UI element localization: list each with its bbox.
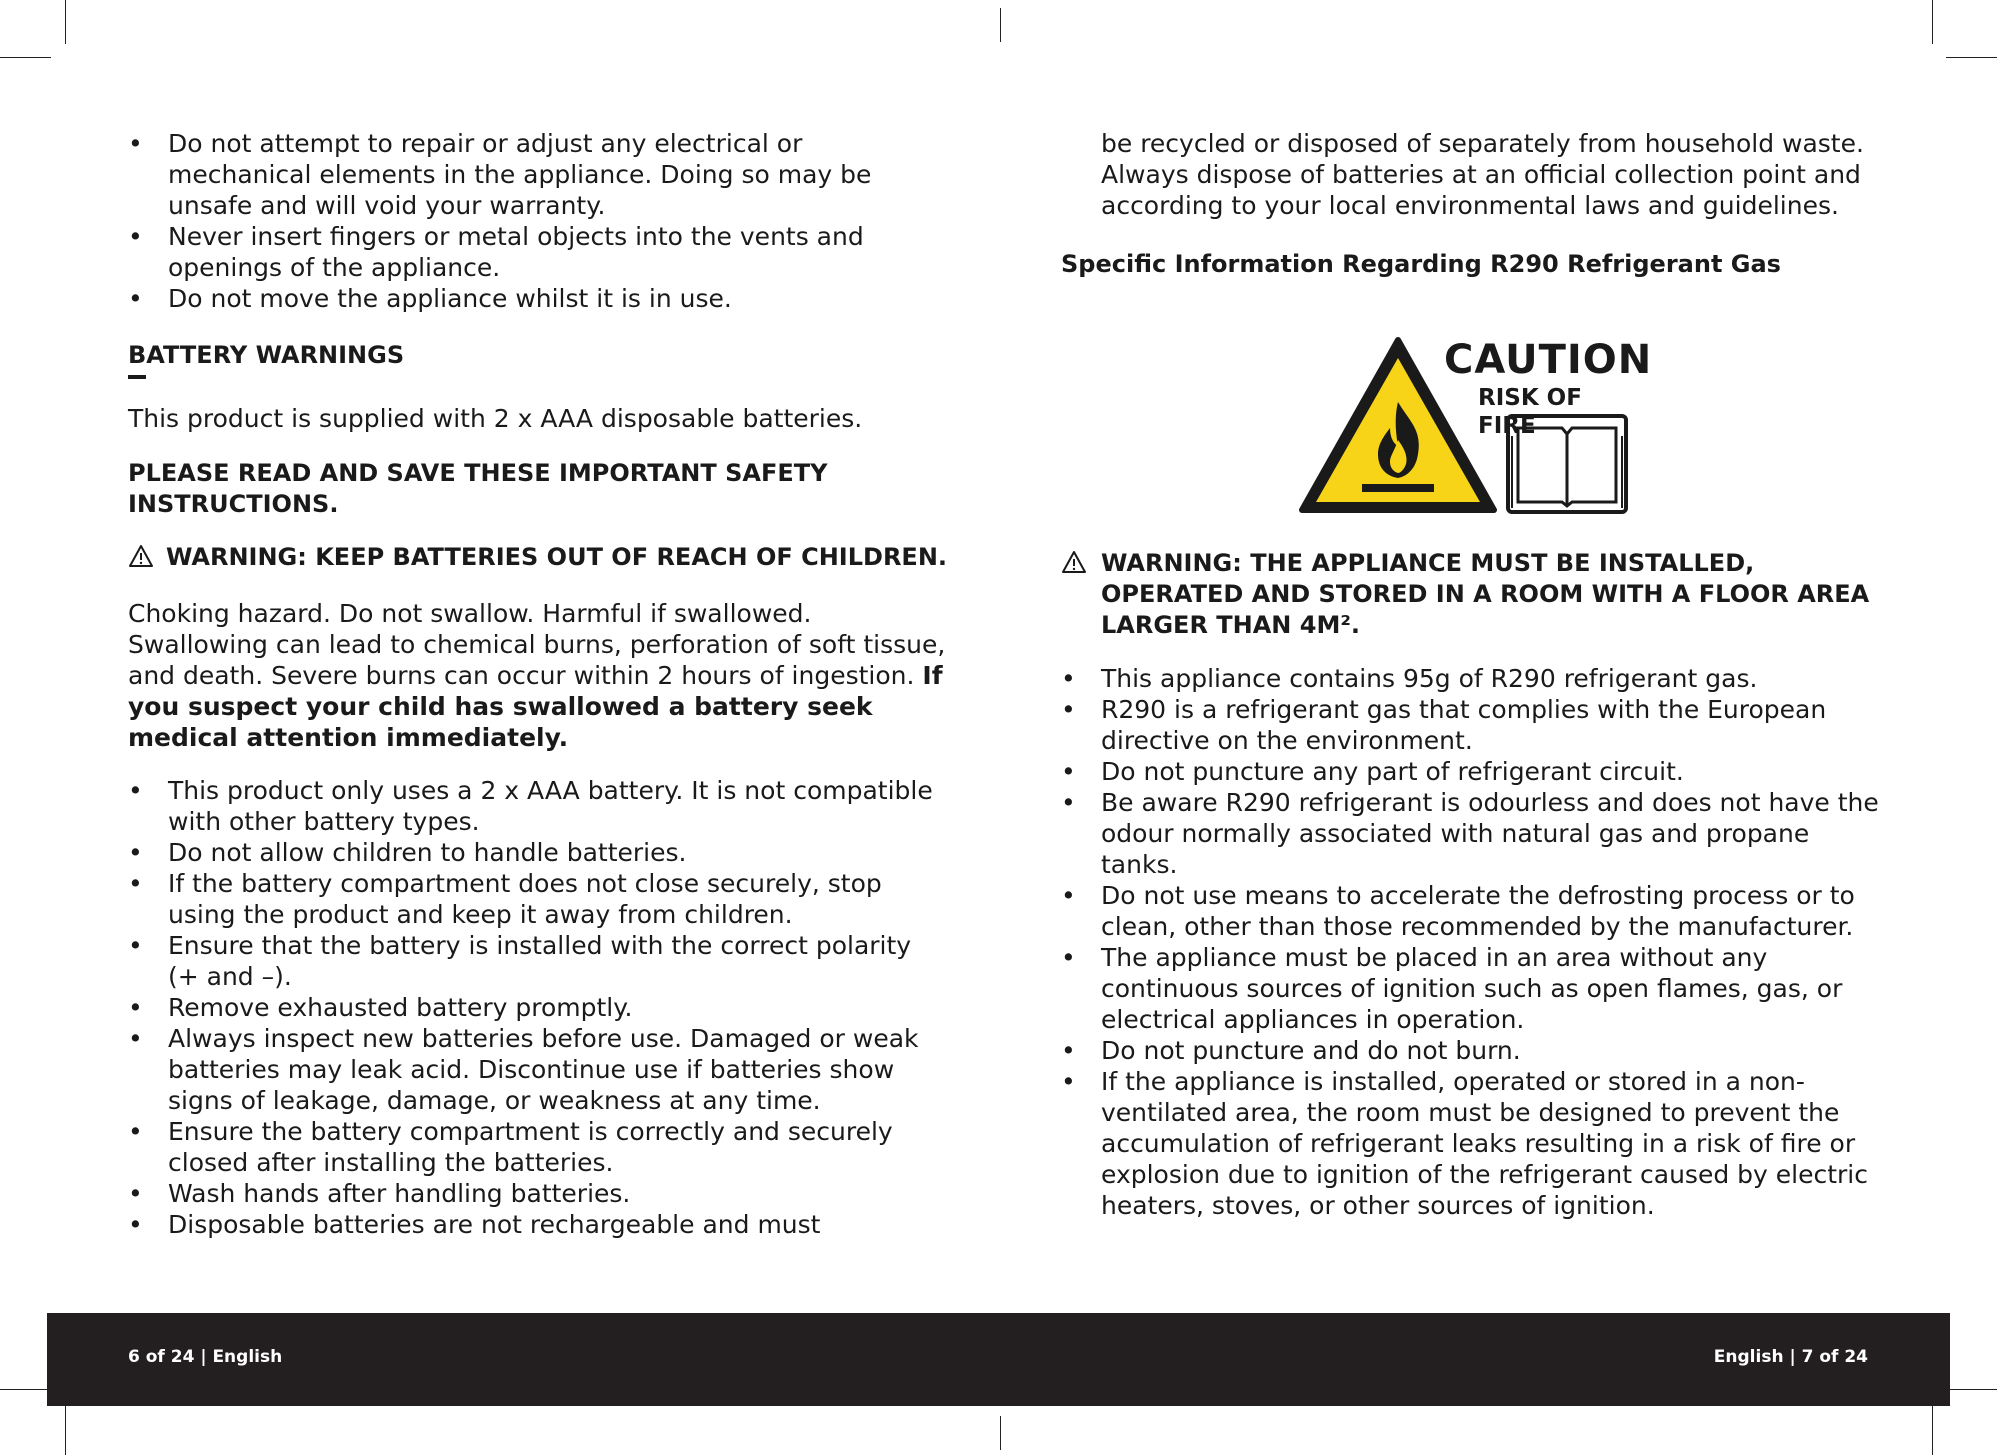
list-item: • Do not use means to accelerate the defrosting process or to clean, other than those recommended by the manufacturer. [1061,881,1855,941]
list-item: • Remove exhausted battery promptly. [128,993,633,1022]
list-item: • If the appliance is installed, operated or stored in a non-ventilated area, the room must be designed to prevent the accumulation of refrigerant leaks resulting in a risk of fire or explosion due to ignition of the refrigerant caused by electric heaters, stoves, or other sources of ignition. [1061,1067,1868,1220]
list-item: • Do not allow children to handle batteries. [128,838,687,867]
list-item: • Never insert fingers or metal objects into the vents and openings of the appliance. [128,222,864,282]
list-item: • Disposable batteries are not rechargeable and must [128,1210,821,1239]
right-column [1061,128,1881,280]
caution-subtitle: RISK OF FIRE [1478,385,1582,439]
list-item: • Be aware R290 refrigerant is odourless and does not have the odour normally associated with natural gas and propane tanks. [1061,788,1879,879]
list-item: • Do not puncture any part of refrigerant circuit. [1061,757,1684,786]
page-footer [47,1313,1950,1406]
list-item: • Wash hands after handling batteries. [128,1179,631,1208]
list-item: • The appliance must be placed in an area without any continuous sources of ignition such as open flames, gas, or electrical appliances in operation. [1061,943,1843,1034]
right-column-lower [1061,548,1881,1221]
footer-page-right: English | 7 of 24 [1713,1347,1868,1367]
list-item: • Ensure the battery compartment is correctly and securely closed after installing the batteries. [128,1117,893,1177]
list-item: • Always inspect new batteries before use. Damaged or weak batteries may leak acid. Discontinue use if batteries show signs of leakage, damage, or weakness at any time. [128,1024,919,1115]
r290-bullet-list [1061,663,1881,1221]
warning-triangle-icon [1061,548,1099,582]
left-column [128,128,948,1240]
caution-sign [1298,336,1653,516]
please-read-heading: PLEASE READ AND SAVE THESE IMPORTANT SAFETY INSTRUCTIONS. [128,459,828,518]
list-item: • If the battery compartment does not close securely, stop using the product and keep it away from children. [128,869,882,929]
battery-warnings-heading: BATTERY WARNINGS [128,341,405,369]
choking-paragraph: Choking hazard. Do not swallow. Harmful if swallowed. Swallowing can lead to chemical burns, perforation of soft tissue, and death. Severe burns can occur within 2 hours of ingestion. If you suspect your child has swallowed a battery seek medical attention immediately. [128,599,946,752]
warning-triangle-icon [128,542,166,576]
battery-bullet-list [128,775,948,1240]
intro-bullet-list [128,128,948,314]
list-item: • This appliance contains 95g of R290 refrigerant gas. [1061,664,1758,693]
list-item: • Ensure that the battery is installed with the correct polarity (+ and –). [128,931,912,991]
supplied-text: This product is supplied with 2 x AAA disposable batteries. [128,404,863,433]
list-item: • Do not attempt to repair or adjust any electrical or mechanical elements in the appliance. Doing so may be unsafe and will void your warranty. [128,129,872,220]
caution-title: CAUTION [1444,337,1653,383]
warning-children: WARNING: KEEP BATTERIES OUT OF REACH OF CHILDREN. [128,542,948,576]
r290-heading: Specific Information Regarding R290 Refrigerant Gas [1061,250,1781,278]
continued-text: be recycled or disposed of separately from household waste. Always dispose of batteries at an official collection point and according to your local environmental laws and guidelines. [1101,129,1864,220]
warning-installed: WARNING: THE APPLIANCE MUST BE INSTALLED, OPERATED AND STORED IN A ROOM WITH A FLOOR AREA LARGER THAN 4M². [1061,548,1881,641]
list-item: • Do not puncture and do not burn. [1061,1036,1521,1065]
choking-bold: If you suspect your child has swallowed a battery seek medical attention immediately. [128,661,943,752]
list-item: • R290 is a refrigerant gas that complies with the European directive on the environment. [1061,695,1827,755]
list-item: • This product only uses a 2 x AAA battery. It is not compatible with other battery types. [128,776,933,836]
footer-page-left: 6 of 24 | English [128,1347,283,1367]
list-item: • Do not move the appliance whilst it is in use. [128,284,732,313]
